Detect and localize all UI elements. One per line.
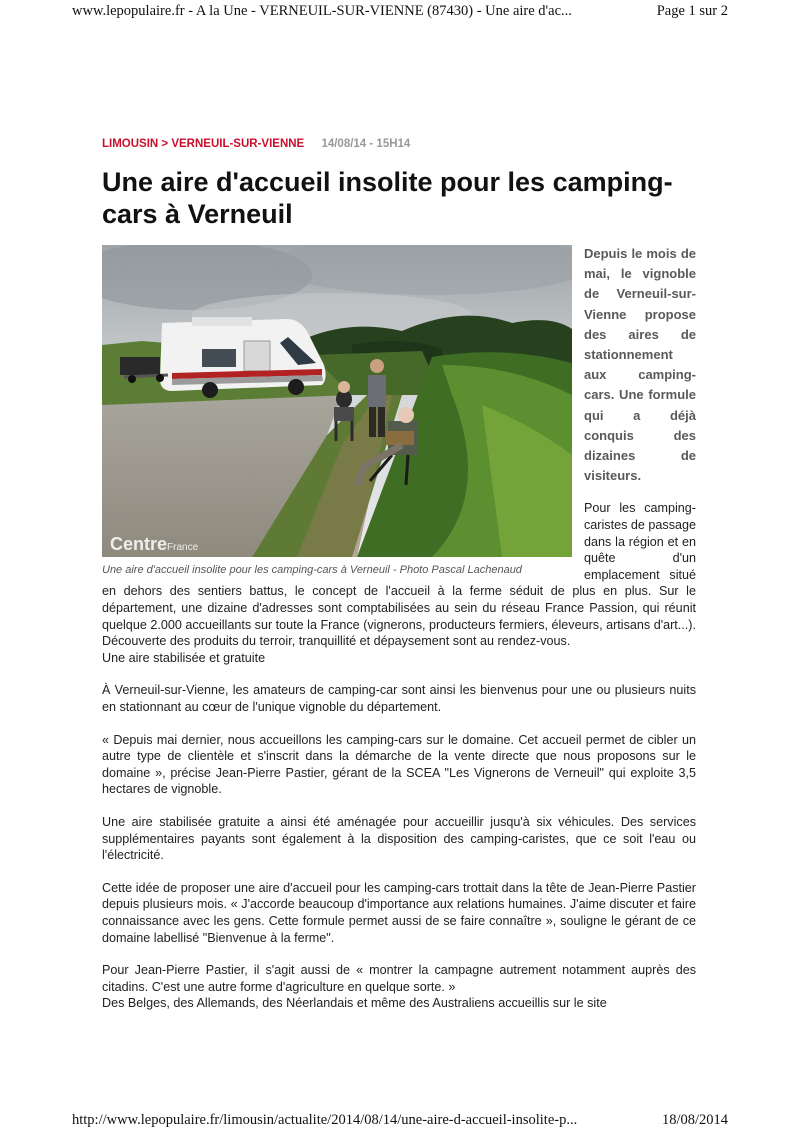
print-footer-url: http://www.lepopulaire.fr/limousin/actualite/2014/08/14/une-aire-d-accueil-insolite-p... bbox=[72, 1112, 578, 1128]
print-footer-date: 18/08/2014 bbox=[661, 1112, 728, 1128]
photo-watermark: CentreFrance bbox=[110, 534, 199, 554]
print-footer bbox=[72, 1112, 728, 1132]
article-photo bbox=[102, 245, 572, 557]
photo-caption: Une aire d'accueil insolite pour les camping-cars à Verneuil - Photo Pascal Lachenaud bbox=[102, 564, 522, 576]
print-header-title: www.lepopulaire.fr - A la Une - VERNEUIL-SUR-VIENNE (87430) - Une aire d'ac... bbox=[72, 3, 572, 19]
article-headline: Une aire d'accueil insolite pour les camping-cars à Verneuil bbox=[102, 167, 673, 229]
article-subheading: Une aire stabilisée et gratuite bbox=[102, 650, 266, 665]
print-header-page-number: Page 1 sur 2 bbox=[656, 3, 728, 19]
article-paragraph: Une aire stabilisée gratuite a ainsi été aménagée pour accueillir jusqu'à six véhicules. Des services supplémentaires payants sont également à la disposition des camping-caristes, que ce soit l'eau ou l'électricité. bbox=[102, 814, 696, 863]
article-paragraph: Pour Jean-Pierre Pastier, il s'agit aussi de « montrer la campagne autrement notamment auprès des citadins. C'est une autre forme d'agriculture en quelque sorte. » bbox=[102, 963, 696, 994]
article-paragraph: À Verneuil-sur-Vienne, les amateurs de camping-car sont ainsi les bienvenus pour une ou plusieurs nuits en stationnant au cœur de l'unique vignoble du département. bbox=[102, 683, 696, 714]
article-lead: Depuis le mois de mai, le vignoble de Verneuil-sur-Vienne propose des aires de stationnement aux camping-cars. Une formule qui a déjà conquis des dizaines de visiteurs. bbox=[584, 246, 696, 484]
article-subheading: Des Belges, des Allemands, des Néerlandais et même des Australiens accueillis sur le site bbox=[102, 996, 607, 1011]
section-breadcrumb-link[interactable]: LIMOUSIN > VERNEUIL-SUR-VIENNE bbox=[102, 138, 305, 150]
article-timestamp: 14/08/14 - 15H14 bbox=[321, 138, 411, 150]
article-figure bbox=[102, 245, 572, 578]
article-kicker bbox=[102, 138, 696, 154]
article-paragraph: « Depuis mai dernier, nous accueillons les camping-cars sur le domaine. Cet accueil permet de cibler un autre type de clientèle et s'inscrit dans la démarche de la vente directe que nous proposons sur le domaine », précise Jean-Pierre Pastier, gérant de la SCEA "Les Vignerons de Verneuil" qui exploite 3,5 hectares de vignoble. bbox=[102, 732, 696, 797]
print-header bbox=[72, 1, 728, 23]
article bbox=[102, 138, 696, 1012]
article-intro-paragraph: Pour les camping-caristes de passage dans la région et en quête d'un emplacement situé en dehors des sentiers battus, le concept de l'accueil à la ferme séduit de plus en plus. Sur le département, une dizaine d'adresses sont comptabilisées au sein du réseau France Passion, qui réunit quelque 2.000 accueillants sur toute la France (vignerons, producteurs fermiers, éleveurs, artisans d'art...). Découverte des produits du terroir, tranquillité et dépaysement sont au rendez-vous. bbox=[102, 501, 697, 649]
article-paragraph: Cette idée de proposer une aire d'accueil pour les camping-cars trottait dans la tête de Jean-Pierre Pastier depuis plusieurs mois. « J'accorde beaucoup d'importance aux relations humaines. J'aime discuter et faire connaissance avec les gens. Cette formule permet aussi de se faire connaître », souligne le gérant de ce domaine labellisé "Bienvenue à la ferme". bbox=[102, 880, 696, 945]
photo-camping-car-vineyard bbox=[102, 245, 572, 557]
